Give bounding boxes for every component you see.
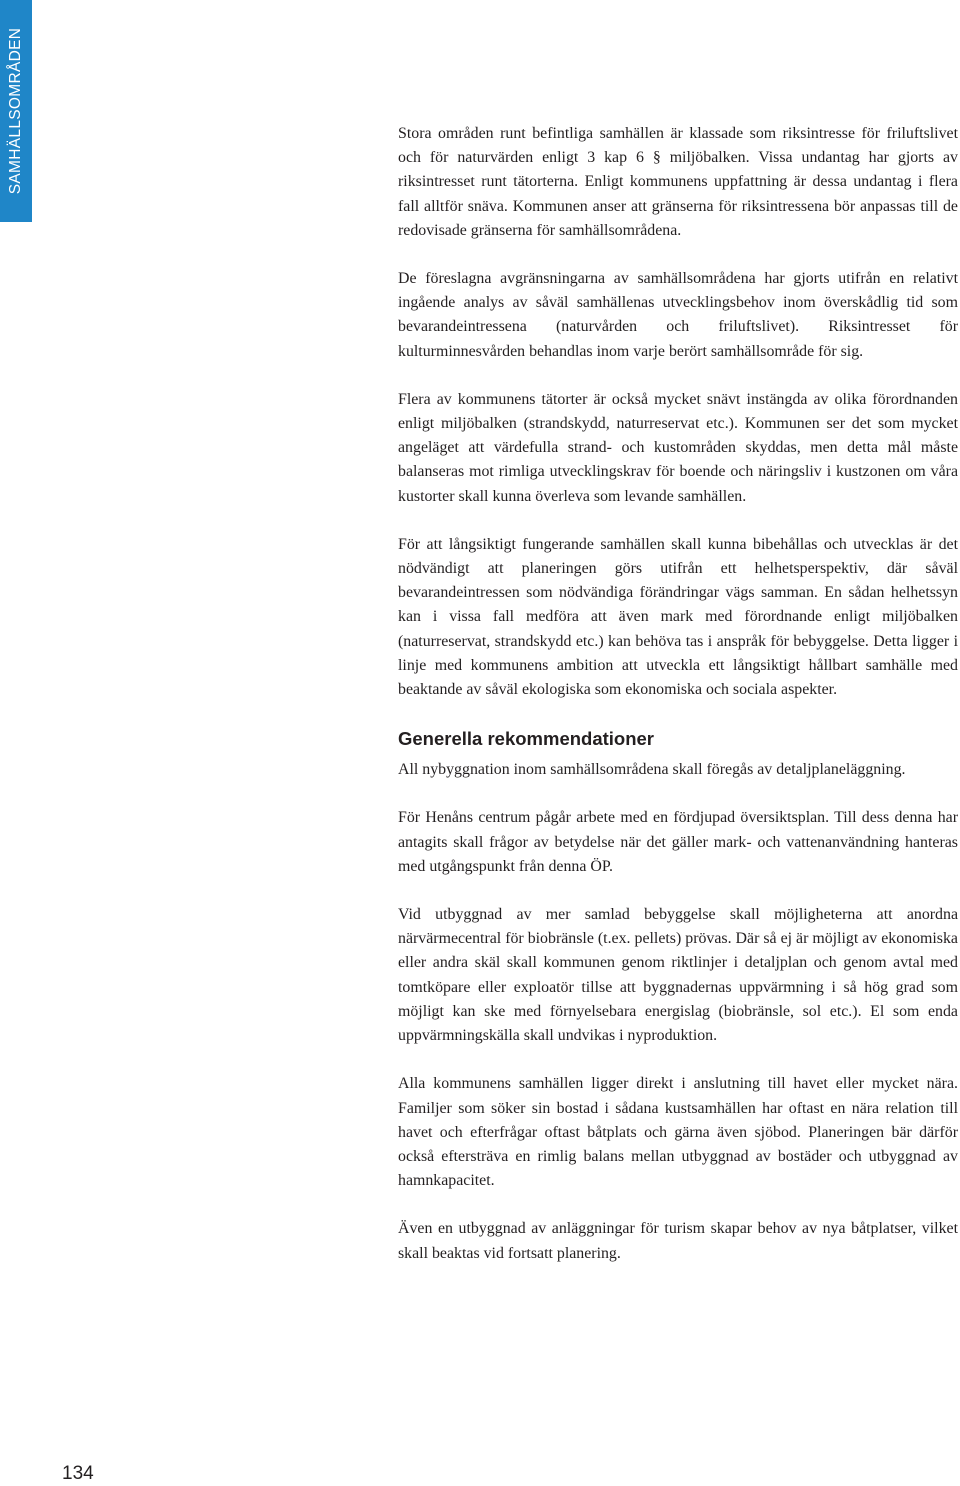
section-heading: Generella rekommendationer <box>398 728 655 750</box>
paragraph-turism: Även en utbyggnad av anläggningar för turism skapar behov av nya båtplatser, vilket skall beaktas vid fortsatt planering. <box>398 1220 958 1262</box>
section-tab-label: SAMHÄLLSOMRÅDEN <box>7 27 24 195</box>
paragraph-riksintresse: Stora områden runt befintliga samhällen är klassade som riksintresse för friluftslivet och för naturvärden enligt 3 kap 6 § miljöbalken. Vissa undantag har gjorts av riksintresset runt tätorterna. Enligt kommunens uppfattning är dessa undantag i flera fall alltför snäva. Kommunen anser att gränserna för riksintressena bör anpassas till de redovisade gränserna för samhällsområdena. <box>398 125 958 239</box>
paragraph-avgransningar: De föreslagna avgränsningarna av samhällsområdena har gjorts utifrån en relativt ingående analys av såväl samhällenas utvecklingsbehov inom överskådlig tid som bevarandeintressena (naturvården och friluftslivet). Riksintresset för kulturminnesvården behandlas inom varje berört samhällsområde för sig. <box>398 270 958 360</box>
paragraph-henan: För Henåns centrum pågår arbete med en fördjupad översiktsplan. Till dess denna har antagits skall frågor av betydelse när det gäller mark- och vattenanvändning hanteras med utgångspunkt från denna ÖP. <box>398 809 958 875</box>
paragraph-kustsamhallen: Alla kommunens samhällen ligger direkt i anslutning till havet eller mycket nära. Familjer som söker sin bostad i sådana kustsamhällen har oftast en nära relation till havet och efterfrågar oftast båtplats och gärna även sjöbod. Planeringen bär därför också eftersträva en rimlig balans mellan utbyggnad av bostäder och utbyggnad av hamnkapacitet. <box>398 1075 958 1190</box>
paragraph-detaljplan: All nybyggnation inom samhällsområdena skall föregås av detaljplaneläggning. <box>398 761 906 779</box>
paragraph-helhetsperspektiv: För att långsiktigt fungerande samhällen skall kunna bibehållas och utvecklas är det nödvändigt att planeringen görs utifrån ett helhetsperspektiv, där såväl bevarandeintressen som nödvändiga förändringar vägs samman. En sådan helhetssyn kan i vissa fall medföra att även mark med förordnande enligt miljöbalken (naturreservat, strandskydd etc.) kan behöva tas i anspråk för bebyggelse. Detta ligger i linje med kommunens ambition att utveckla ett långsiktigt hållbart samhälle med beaktande av såväl ekologiska som ekonomiska och sociala aspekter. <box>398 535 958 699</box>
paragraph-tatorter: Flera av kommunens tätorter är också mycket snävt instängda av olika förordnanden enligt miljöbalken (strandskydd, naturreservat etc.). Kommunen ser det som mycket angeläget att värdefulla strand- och kustområden skyddas, men detta mål måste balanseras mot rimliga utvecklingskrav för boende och näringsliv i kustzonen om våra kustorter skall kunna överleva som levande samhällen. <box>398 390 958 505</box>
page-number: 134 <box>62 1463 94 1484</box>
page-content <box>398 122 958 1290</box>
section-tab <box>0 0 32 222</box>
paragraph-narvarme: Vid utbyggnad av mer samlad bebyggelse skall möjligheterna att anordna närvärmecentral för biobränsle (t.ex. pellets) prövas. Där så ej är möjligt av ekonomiska eller andra skäl skall kommunen genom riktlinjer i detaljplan och genom avtal med tomtköpare eller exploatör tillse att byggnadernas uppvärmning i så hög grad som möjligt kan ske med förnyelsebara energislag (biobränsle, sol etc.). El som enda uppvärmningskälla skall undvikas i nyproduktion. <box>398 906 958 1045</box>
